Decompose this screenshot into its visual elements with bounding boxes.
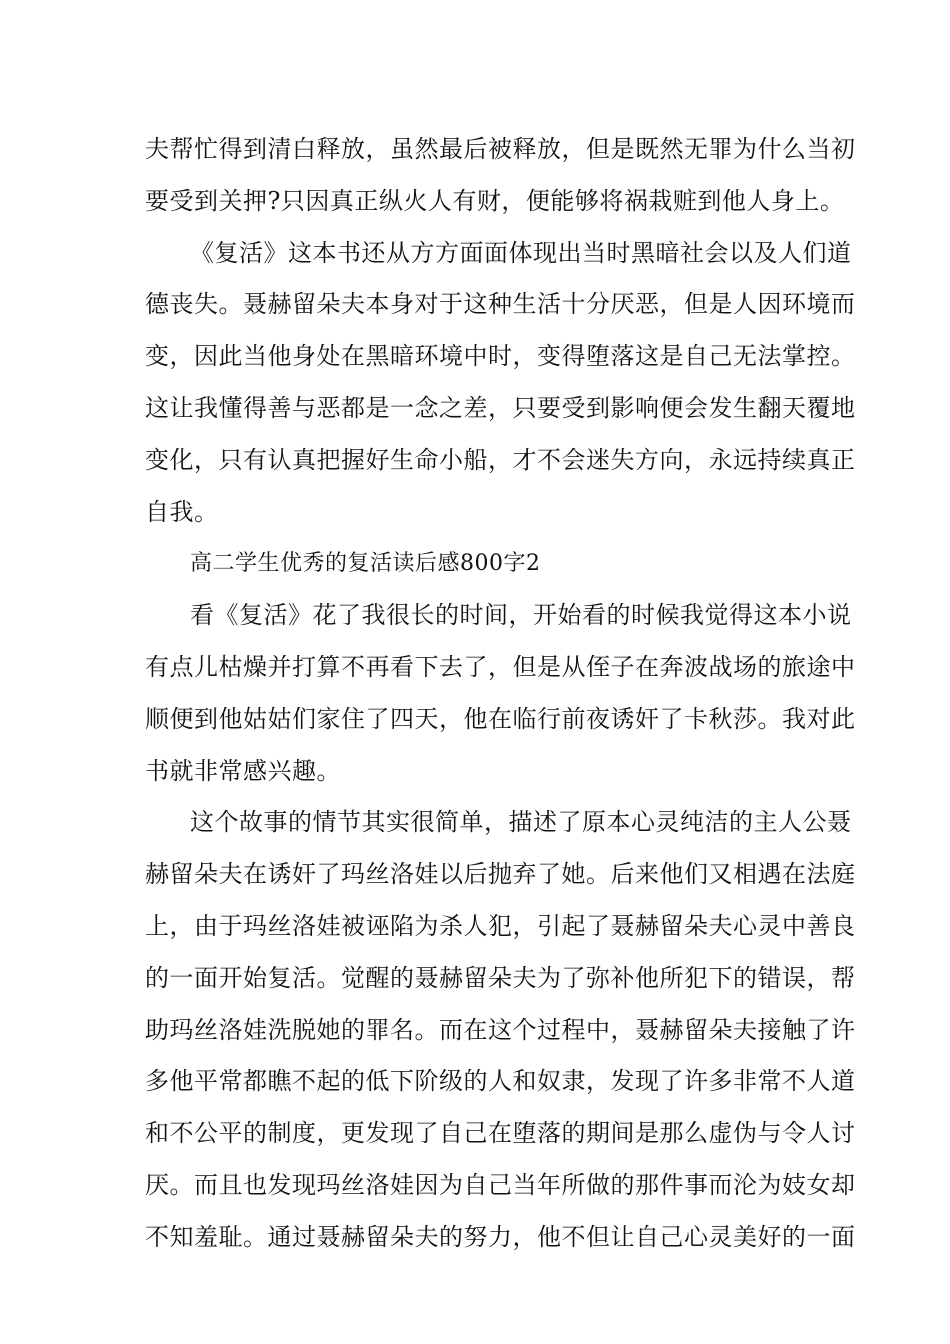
text-line: 多他平常都瞧不起的低下阶级的人和奴隶，发现了许多非常不人道 (145, 1067, 856, 1096)
text-line: 顺便到他姑姑们家住了四天，他在临行前夜诱奸了卡秋莎。我对此 (145, 704, 856, 733)
text-line: 赫留朵夫在诱奸了玛丝洛娃以后抛弃了她。后来他们又相遇在法庭 (145, 860, 856, 889)
paragraph-first-line: 看《复活》花了我很长的时间，开始看的时候我觉得这本小说 (190, 601, 852, 630)
text-line: 书就非常感兴趣。 (145, 756, 341, 785)
text-line: 德丧失。聂赫留朵夫本身对于这种生活十分厌恶，但是人因环境而 (145, 290, 856, 319)
paragraph-first-line: 这个故事的情节其实很简单，描述了原本心灵纯洁的主人公聂 (190, 808, 852, 837)
text-line: 和不公平的制度，更发现了自己在堕落的期间是那么虚伪与令人讨 (145, 1119, 856, 1148)
text-line: 夫帮忙得到清白释放，虽然最后被释放，但是既然无罪为什么当初 (145, 135, 856, 163)
text-line: 厌。而且也发现玛丝洛娃因为自己当年所做的那件事而沦为妓女却 (145, 1170, 856, 1199)
section-heading: 高二学生优秀的复活读后感800字2 (190, 551, 541, 577)
text-line: 变，因此当他身处在黑暗环境中时，变得堕落这是自己无法掌控。 (145, 342, 856, 371)
text-line: 变化，只有认真把握好生命小船，才不会迷失方向，永远持续真正 (145, 445, 856, 474)
text-line: 的一面开始复活。觉醒的聂赫留朵夫为了弥补他所犯下的错误，帮 (145, 963, 856, 992)
text-line: 助玛丝洛娃洗脱她的罪名。而在这个过程中，聂赫留朵夫接触了许 (145, 1015, 856, 1044)
text-line: 有点儿枯燥并打算不再看下去了，但是从侄子在奔波战场的旅途中 (145, 652, 856, 681)
text-line: 不知羞耻。通过聂赫留朵夫的努力，他不但让自己心灵美好的一面 (145, 1222, 856, 1251)
text-line: 这让我懂得善与恶都是一念之差，只要受到影响便会发生翻天覆地 (145, 393, 856, 422)
document-body (145, 124, 856, 1264)
text-line: 要受到关押?只因真正纵火人有财，便能够将祸栽赃到他人身上。 (145, 186, 845, 215)
text-line: 上，由于玛丝洛娃被诬陷为杀人犯，引起了聂赫留朵夫心灵中善良 (145, 911, 856, 940)
text-line: 自我。 (145, 497, 219, 526)
paragraph-first-line: 《复活》这本书还从方方面面体现出当时黑暗社会以及人们道 (190, 238, 852, 267)
